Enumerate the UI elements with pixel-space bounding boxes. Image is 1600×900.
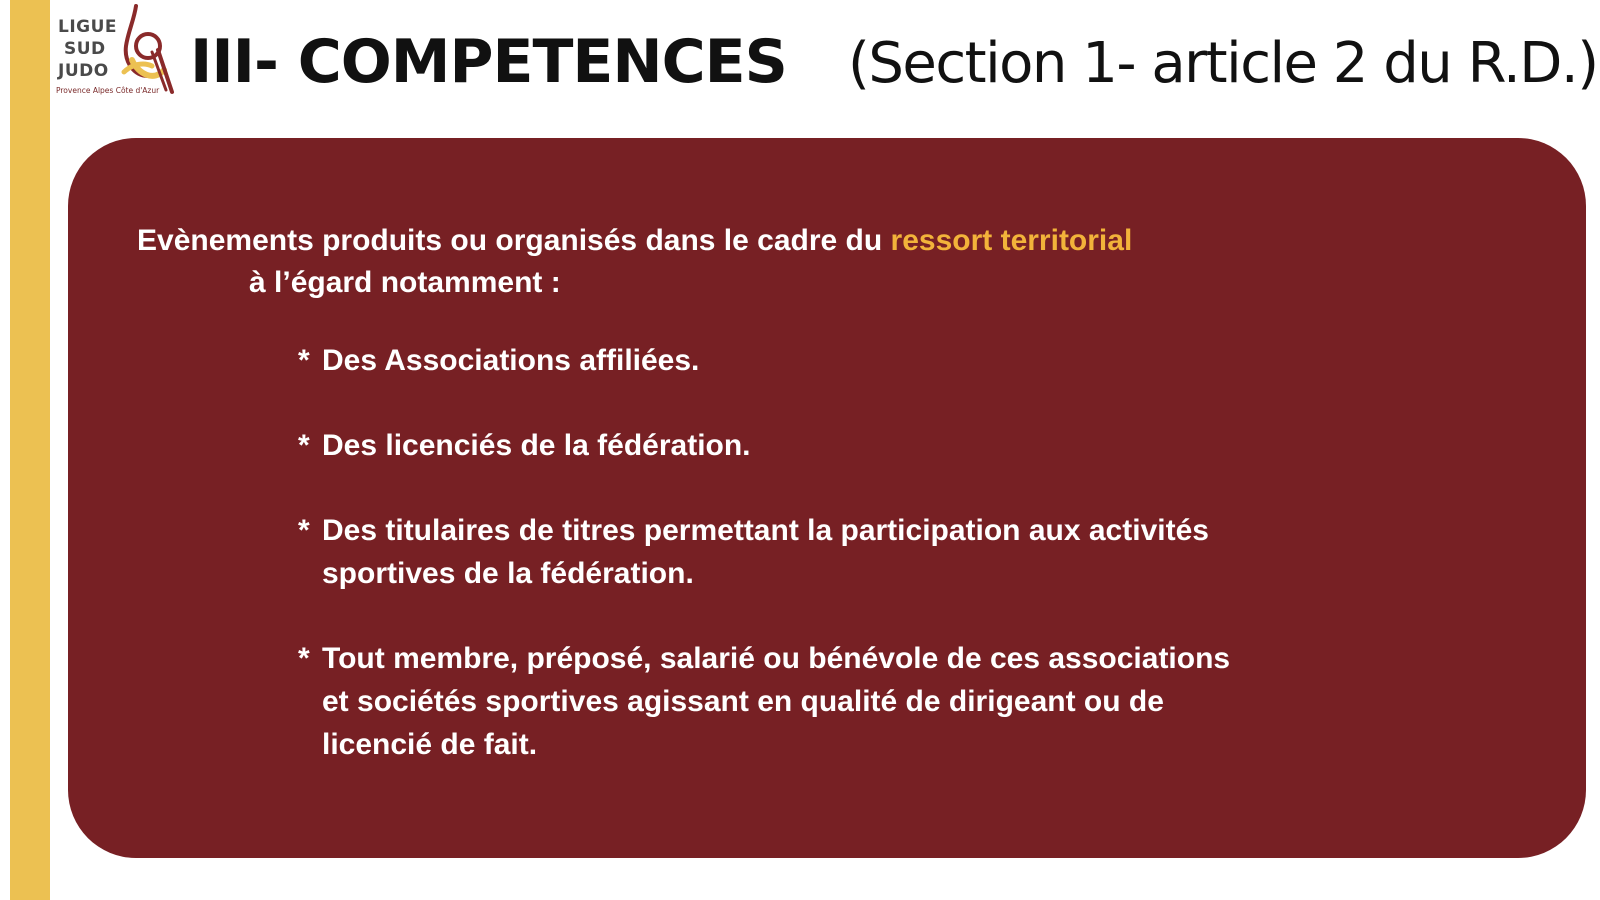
list-item-text: Des licenciés de la fédération.: [322, 429, 751, 462]
list-item-text-continued: et sociétés sportives agissant en qualité de dirigeant ou de: [322, 685, 1164, 718]
intro-text: [137, 220, 1132, 304]
list-item-text: Des Associations affiliées.: [322, 344, 700, 377]
list-item: [298, 509, 1209, 595]
logo-word-sud: SUD: [64, 39, 106, 59]
slide-subtitle: (Section 1- article 2 du R.D.): [848, 31, 1598, 96]
list-item: [298, 339, 699, 382]
judoka-emblem-icon: [114, 2, 178, 96]
intro-text-line2: à l’égard notamment :: [249, 266, 561, 299]
list-item: [298, 637, 1230, 766]
logo-word-judo: JUDO: [58, 61, 109, 81]
logo-word-ligue: LIGUE: [58, 17, 118, 37]
list-item: [298, 424, 751, 467]
slide-title: III- COMPETENCES: [190, 27, 787, 97]
list-item-text-continued: sportives de la fédération.: [322, 557, 694, 590]
bullet-star: *: [298, 429, 310, 462]
logo-tagline: Provence Alpes Côte d'Azur: [56, 86, 160, 95]
bullet-star: *: [298, 642, 310, 675]
list-item-text: Tout membre, préposé, salarié ou bénévole de ces associations: [322, 642, 1231, 675]
ligue-sud-judo-logo: [56, 2, 178, 98]
list-item-text-continued: licencié de fait.: [322, 728, 538, 761]
logo-wordmark: [58, 16, 117, 82]
intro-text-start: Evènements produits ou organisés dans le cadre du: [137, 224, 891, 257]
bullet-star: *: [298, 344, 310, 377]
bullet-star: *: [298, 514, 310, 547]
intro-highlight: ressort territorial: [890, 224, 1133, 257]
side-accent-bar: [10, 0, 50, 900]
content-panel: [68, 138, 1586, 858]
list-item-text: Des titulaires de titres permettant la participation aux activités: [322, 514, 1209, 547]
